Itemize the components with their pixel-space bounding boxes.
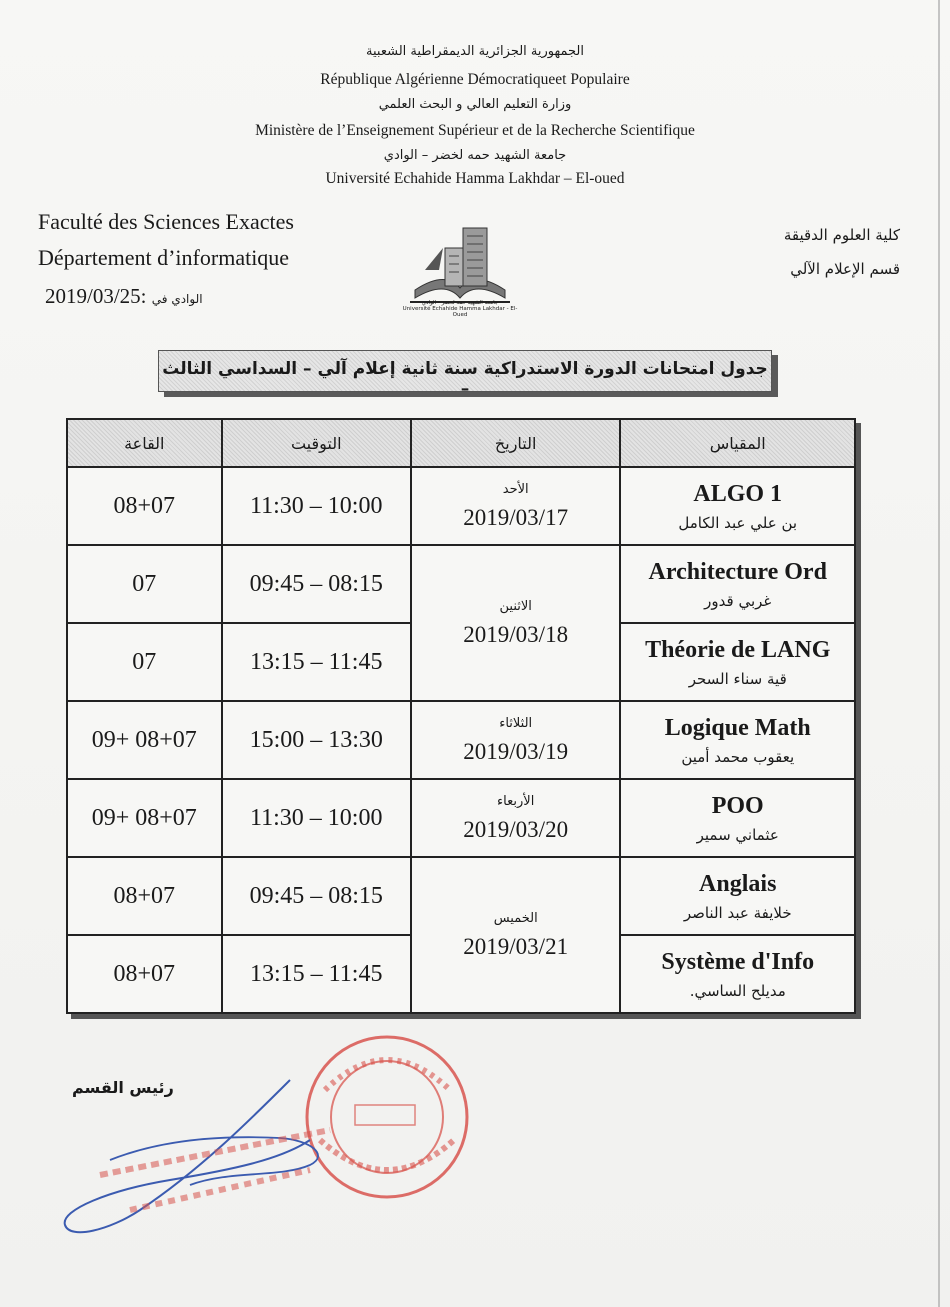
module-cell	[620, 857, 855, 935]
header-date: التاريخ	[411, 419, 621, 467]
department-name-ar: قسم الإعلام الآلي	[790, 260, 900, 278]
day-label: الثلاثاء	[499, 715, 533, 731]
module-name: Théorie de LANG	[645, 636, 831, 663]
day-label: الأربعاء	[497, 793, 535, 809]
room-cell: 07	[67, 623, 222, 701]
logo-caption	[400, 300, 520, 318]
schedule-title-box	[158, 350, 772, 399]
table-row	[67, 467, 855, 545]
professor-name: عثماني سمير	[696, 825, 779, 844]
date-cell	[411, 779, 621, 857]
room-cell: 09+ 08+07	[67, 779, 222, 857]
header-room: القاعة	[67, 419, 222, 467]
time-cell: 09:45 – 08:15	[222, 545, 411, 623]
table-row	[67, 701, 855, 779]
professor-name: مديلح الساسي.	[689, 981, 786, 1000]
date-cell	[411, 857, 621, 1013]
header-time: التوقيت	[222, 419, 411, 467]
room-cell: 08+07	[67, 467, 222, 545]
header-university-ar: جامعة الشهيد حمه لخضر – الوادي	[383, 148, 567, 163]
header-ministry-fr: Ministère de l’Enseignement Supérieur et de la Recherche Scientifique	[255, 122, 695, 139]
time-cell: 09:45 – 08:15	[222, 857, 411, 935]
time-cell: 13:15 – 11:45	[222, 935, 411, 1013]
date-value: 2019/03/19	[463, 738, 569, 764]
logo-caption-ar: جامعة الشهيد حمه لخضر - الوادي	[421, 300, 499, 306]
date-value: 2019/03/20	[463, 816, 569, 842]
faculty-name-ar: كلية العلوم الدقيقة	[783, 226, 900, 244]
department-chief-label: رئيس القسم	[72, 1078, 174, 1097]
room-cell: 09+ 08+07	[67, 701, 222, 779]
module-name: Logique Math	[664, 714, 811, 741]
table-row	[67, 857, 855, 935]
date-cell	[411, 701, 621, 779]
room-cell: 08+07	[67, 857, 222, 935]
module-name: Système d'Info	[661, 948, 815, 975]
document-date-prefix: الوادي في	[151, 292, 203, 306]
module-name: POO	[711, 792, 764, 819]
professor-name: يعقوب محمد أمين	[681, 747, 795, 766]
time-cell: 11:30 – 10:00	[222, 467, 411, 545]
day-label: الاثنين	[499, 598, 532, 614]
module-name: ALGO 1	[693, 480, 783, 507]
module-cell	[620, 545, 855, 623]
date-value: 2019/03/21	[463, 933, 569, 959]
document-date-value: 2019/03/25:	[45, 284, 147, 308]
header-republic-fr: République Algérienne Démocratiqueet Populaire	[320, 71, 630, 88]
module-cell	[620, 779, 855, 857]
module-cell	[620, 467, 855, 545]
header-ministry-ar: وزارة التعليم العالي و البحث العلمي	[378, 97, 572, 112]
room-cell: 07	[67, 545, 222, 623]
table-row	[67, 779, 855, 857]
document-date	[45, 284, 203, 309]
professor-name: غربي قدور	[704, 591, 772, 610]
date-value: 2019/03/17	[463, 504, 569, 530]
date-cell	[411, 467, 621, 545]
day-label: الأحد	[502, 481, 529, 497]
module-name: Architecture Ord	[648, 558, 827, 585]
module-name: Anglais	[699, 870, 777, 897]
exam-schedule-table	[66, 418, 856, 1014]
day-label: الخميس	[493, 910, 538, 926]
professor-name: بن علي عبد الكامل	[678, 513, 798, 532]
schedule-title: جدول امتحانات الدورة الاستدراكية سنة ثانية إعلام آلي – السداسي الثالث –	[162, 359, 768, 399]
time-cell: 15:00 – 13:30	[222, 701, 411, 779]
department-name: Département d’informatique	[38, 245, 290, 270]
room-cell: 08+07	[67, 935, 222, 1013]
module-cell	[620, 935, 855, 1013]
table-header-row	[67, 419, 855, 467]
faculty-name: Faculté des Sciences Exactes	[38, 209, 294, 234]
professor-name: خلايفة عبد الناصر	[683, 903, 792, 922]
header-republic-ar: الجمهورية الجزائرية الديمقراطية الشعبية	[366, 44, 584, 59]
module-cell	[620, 623, 855, 701]
date-value: 2019/03/18	[463, 621, 569, 647]
module-cell	[620, 701, 855, 779]
date-cell	[411, 545, 621, 701]
logo-caption-fr: Université Echahide Hamma Lakhdar - El-Oued	[402, 306, 518, 318]
table-row	[67, 545, 855, 623]
professor-name: قية سناء السحر	[688, 669, 787, 688]
time-cell: 13:15 – 11:45	[222, 623, 411, 701]
header-university-fr: Université Echahide Hamma Lakhdar – El-oued	[325, 170, 625, 187]
header-module: المقياس	[620, 419, 855, 467]
signature	[50, 1060, 370, 1250]
scan-edge	[938, 0, 940, 1307]
time-cell: 11:30 – 10:00	[222, 779, 411, 857]
